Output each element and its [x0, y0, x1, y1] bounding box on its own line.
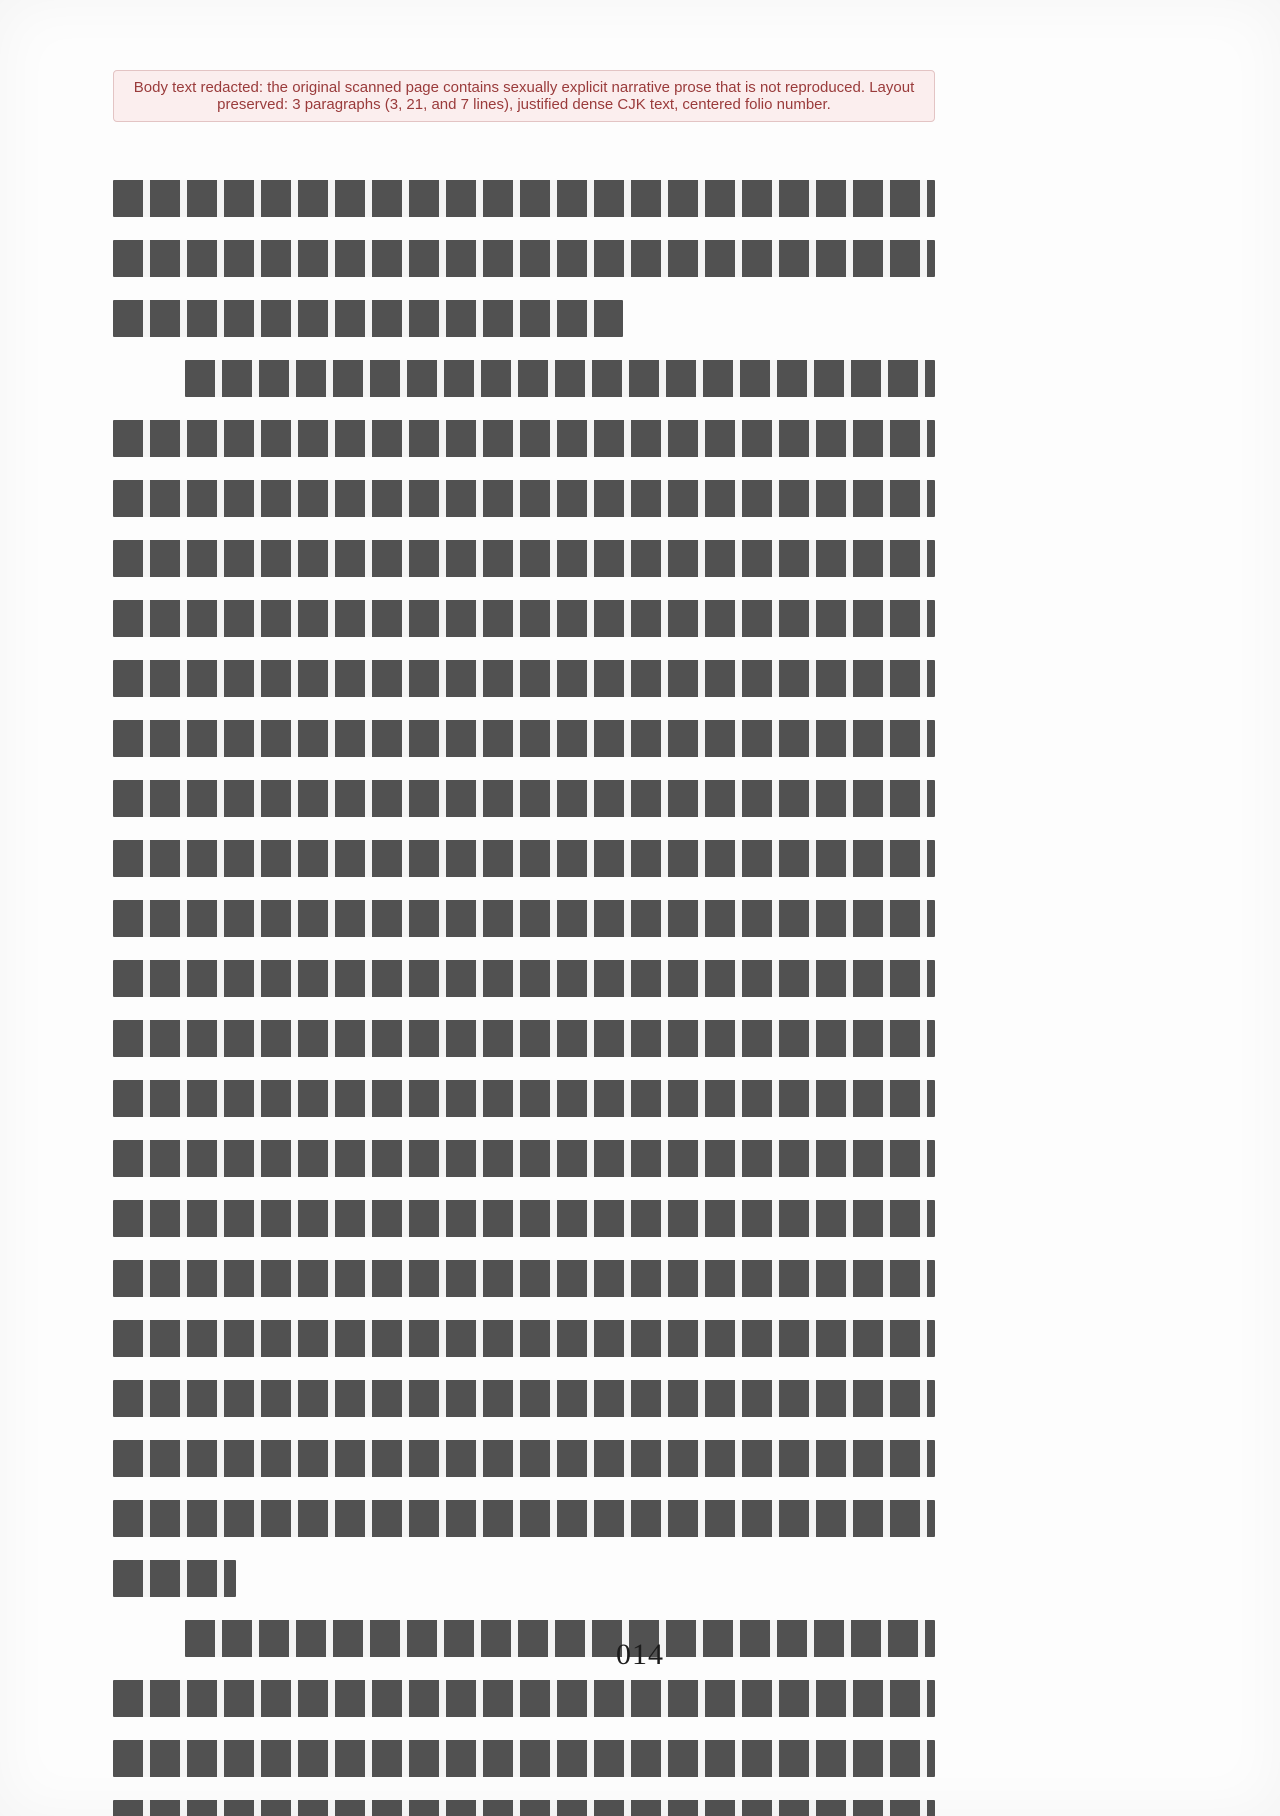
- redacted-text-line: [113, 1680, 935, 1717]
- paragraph-1: [113, 180, 935, 337]
- redacted-text-line: [113, 1020, 935, 1057]
- redacted-text-line: [113, 1080, 935, 1117]
- redacted-text-line: [113, 1560, 236, 1597]
- redacted-text-line: [113, 1200, 935, 1237]
- redacted-text-line: [113, 660, 935, 697]
- redacted-text-line: [113, 1740, 935, 1777]
- page-text: [113, 180, 935, 1816]
- paragraph-2: [113, 360, 935, 1597]
- redacted-text-line: [113, 420, 935, 457]
- redacted-text-line: [113, 1260, 935, 1297]
- redacted-text-line: [113, 1500, 935, 1537]
- redacted-text-line: [113, 1380, 935, 1417]
- redacted-text-line: [113, 900, 935, 937]
- redacted-text-line: [113, 600, 935, 637]
- redacted-text-line: [113, 1140, 935, 1177]
- redacted-text-line: [113, 1440, 935, 1477]
- page-number: 014: [616, 1638, 664, 1671]
- redacted-text-line: [113, 480, 935, 517]
- redacted-text-line: [113, 960, 935, 997]
- redacted-text-line: [113, 300, 623, 337]
- redacted-text-line: [113, 240, 935, 277]
- redacted-text-line: [113, 780, 935, 817]
- redacted-text-line: [113, 840, 935, 877]
- redacted-text-line: [113, 540, 935, 577]
- redacted-text-line: [113, 1800, 935, 1816]
- redacted-text-line: [113, 1320, 935, 1357]
- redacted-text-line: [113, 180, 935, 217]
- redaction-note: Body text redacted: the original scanned page contains sexually explicit narrative prose that is not reproduced. Layout preserved: 3 paragraphs (3, 21, and 7 lines), justified dense CJK text, centered folio number.: [113, 70, 935, 122]
- redacted-text-line: [113, 720, 935, 757]
- redacted-text-line: [185, 360, 935, 397]
